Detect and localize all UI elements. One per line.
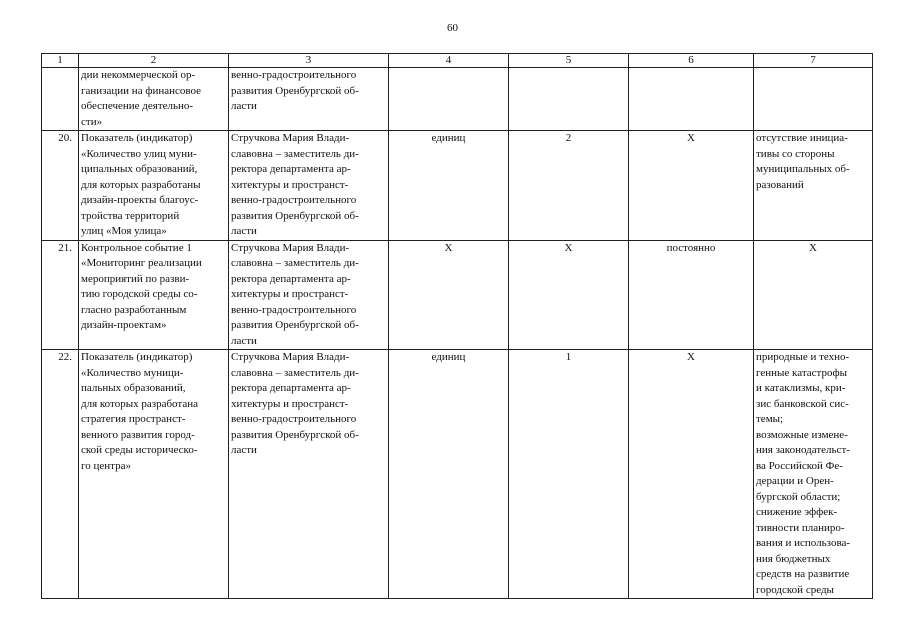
column-header: 7 [754,54,873,68]
unit [389,68,509,131]
value: 1 [509,350,629,599]
column-header: 4 [389,54,509,68]
column-header: 5 [509,54,629,68]
document-table [41,53,873,599]
row-number: 20. [42,131,79,241]
unit: единиц [389,131,509,241]
page-number: 60 [447,22,458,34]
responsible-person: Стручкова Мария Влади- славовна – заместитель ди- ректора департамента ар- хитектуры и пространст- венно-градостроительного развития Оренбургской об- ласти [229,350,389,599]
indicator-name: дии некоммерческой ор- ганизации на финансовое обеспечение деятельно- сти» [79,68,229,131]
table-row [42,350,873,599]
value [509,68,629,131]
unit: единиц [389,350,509,599]
column-header: 1 [42,54,79,68]
table-row [42,240,873,350]
period [629,68,754,131]
row-number [42,68,79,131]
period: Х [629,131,754,241]
column-header: 3 [229,54,389,68]
period: постоянно [629,240,754,350]
risks [754,68,873,131]
value: 2 [509,131,629,241]
indicator-name: Показатель (индикатор) «Количество улиц муни- ципальных образований, для которых разработаны дизайн-проекты благоус- тройства территорий улиц «Моя улица» [79,131,229,241]
table-row [42,68,873,131]
row-number: 22. [42,350,79,599]
table-row [42,131,873,241]
risks: природные и техно- генные катастрофы и катаклизмы, кри- зис банковской сис- темы; возможные измене- ния законодательст- ва Российской Фе- дерации и Орен- бургской области; снижение эффек- тивности планиро- вания и использова- ния бюджетных средств на развитие городской среды [754,350,873,599]
risks: Х [754,240,873,350]
period: Х [629,350,754,599]
indicator-name: Показатель (индикатор) «Количество муници- пальных образований, для которых разработана стратегия пространст- венного развития город- ской среды историческо- го центра» [79,350,229,599]
table-header-row [42,54,873,68]
responsible-person: Стручкова Мария Влади- славовна – заместитель ди- ректора департамента ар- хитектуры и пространст- венно-градостроительного развития Оренбургской об- ласти [229,240,389,350]
column-header: 2 [79,54,229,68]
responsible-person: венно-градостроительного развития Оренбургской об- ласти [229,68,389,131]
responsible-person: Стручкова Мария Влади- славовна – заместитель ди- ректора департамента ар- хитектуры и пространст- венно-градостроительного развития Оренбургской об- ласти [229,131,389,241]
column-header: 6 [629,54,754,68]
unit: Х [389,240,509,350]
risks: отсутствие инициа- тивы со стороны муниципальных об- разований [754,131,873,241]
row-number: 21. [42,240,79,350]
indicator-name: Контрольное событие 1 «Мониторинг реализации мероприятий по разви- тию городской среды со- гласно разработанным дизайн-проектам» [79,240,229,350]
value: Х [509,240,629,350]
